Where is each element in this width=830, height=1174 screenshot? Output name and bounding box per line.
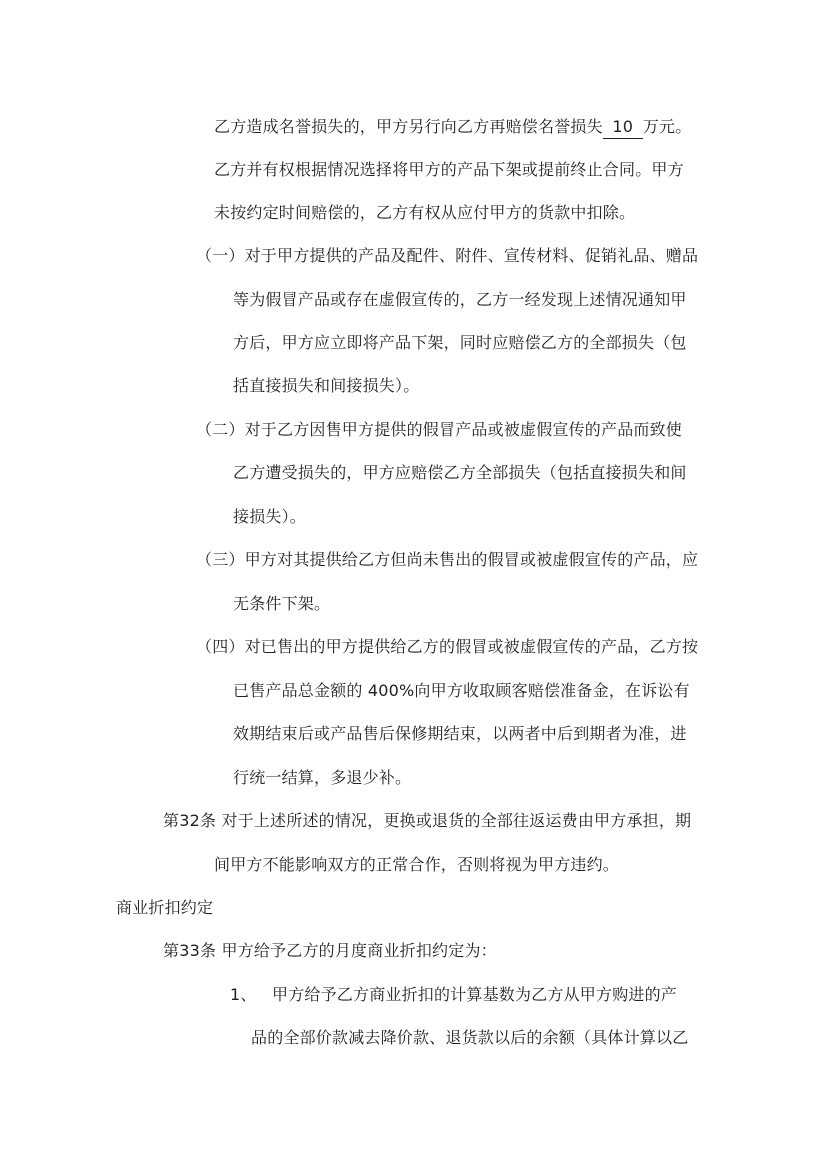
compensation-amount: 10 [603,116,643,139]
article-32-cont: 间甲方不能影响双方的正常合作，否则将视为甲方违约。 [214,855,620,874]
sub-item-number: 1、 [230,985,257,1004]
clause-item-1: （一）对于甲方提供的产品及配件、附件、宣传材料、促销礼品、赠品 [196,246,699,265]
clause-item-2: （二）对于乙方因售甲方提供的假冒产品或被虚假宣传的产品而致使 [196,420,683,439]
clause-item-4-cont: 行统一结算，多退少补。 [233,768,412,787]
clause-item-4: （四）对已售出的甲方提供给乙方的假冒或被虚假宣传的产品，乙方按 [196,637,699,656]
clause-item-1-cont: 等为假冒产品或存在虚假宣传的，乙方一经发现上述情况通知甲 [233,290,687,309]
clause-item-2-cont: 乙方遭受损失的，甲方应赔偿乙方全部损失（包括直接损失和间 [233,463,687,482]
clause-item-1-cont: 括直接损失和间接损失）。 [233,376,420,395]
article-32: 第32条 对于上述所述的情况，更换或退货的全部往返运费由甲方承担，期 [163,811,692,830]
compensation-unit: 万元。 [642,117,692,136]
article-33: 第33条 甲方给予乙方的月度商业折扣约定为： [163,941,497,960]
clause-item-4-cont: 效期结束后或产品售后保修期结束，以两者中后到期者为准，进 [233,724,687,743]
clause-item-4-cont: 已售产品总金额的 400%向甲方收取顾客赔偿准备金，在诉讼有 [233,681,690,700]
clause-item-1-cont: 方后，甲方应立即将产品下架，同时应赔偿乙方的全部损失（包 [233,333,687,352]
paragraph-line [214,116,691,139]
sub-item-1: 甲方给予乙方商业折扣的计算基数为乙方从甲方购进的产 [272,985,678,1004]
compensation-text: 乙方造成名誉损失的，甲方另行向乙方再赔偿名誉损失 [214,117,603,136]
clause-item-3: （三）甲方对其提供给乙方但尚未售出的假冒或被虚假宣传的产品，应 [196,550,699,569]
clause-item-3-cont: 无条件下架。 [233,594,331,613]
sub-item-1-cont: 品的全部价款减去降价款、退货款以后的余额（具体计算以乙 [251,1028,689,1047]
paragraph-line: 未按约定时间赔偿的，乙方有权从应付甲方的货款中扣除。 [214,203,636,222]
section-heading: 商业折扣约定 [116,898,214,917]
paragraph-line: 乙方并有权根据情况选择将甲方的产品下架或提前终止合同。甲方 [214,160,684,179]
clause-item-2-cont: 接损失）。 [233,507,307,526]
